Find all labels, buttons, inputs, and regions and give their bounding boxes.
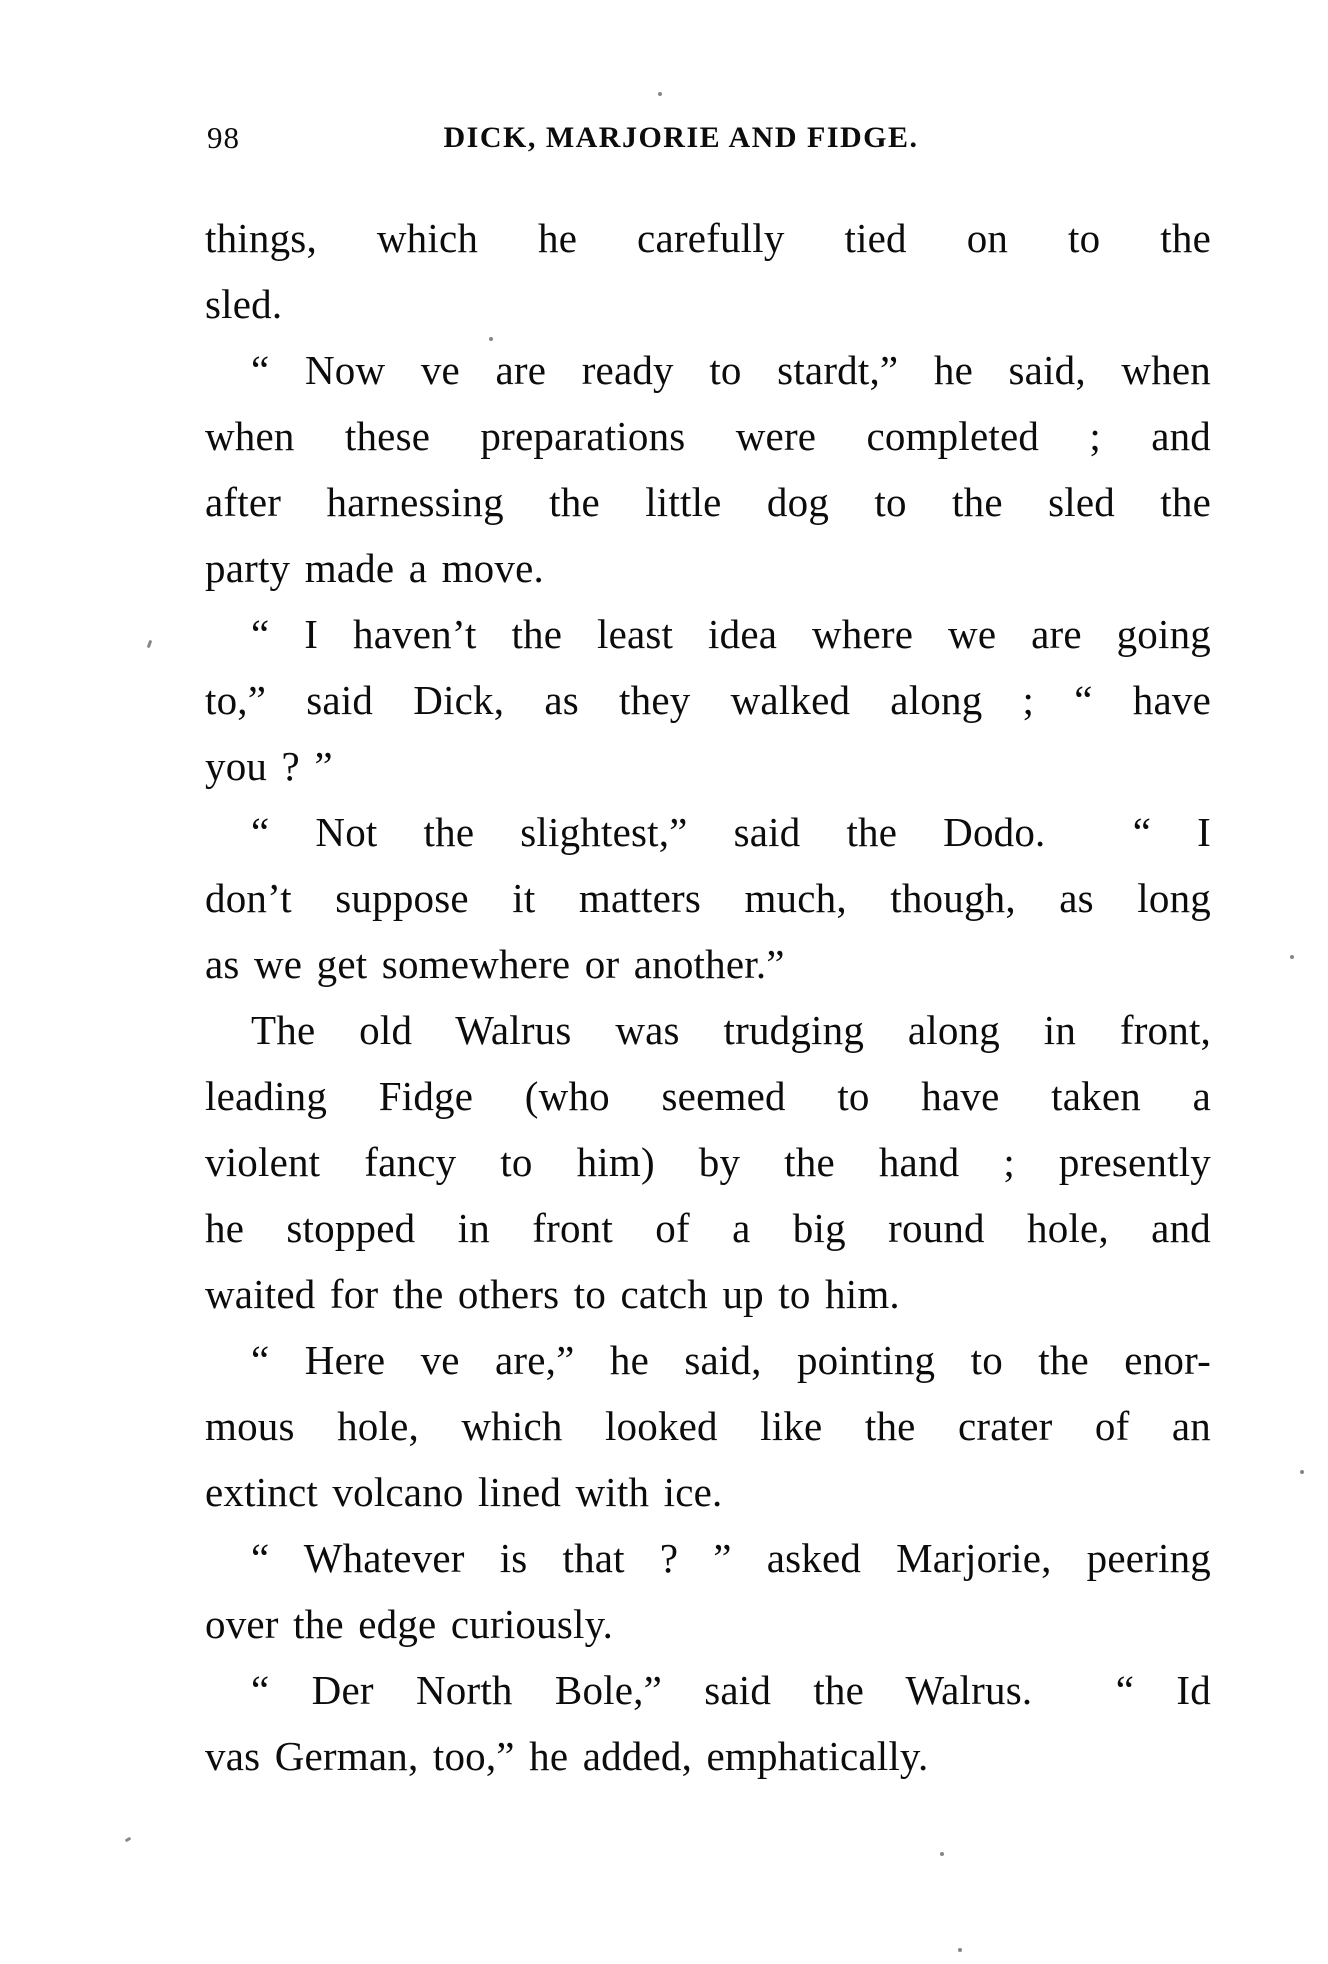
text-line: “ Now ve are ready to stardt,” he said, when xyxy=(251,347,1211,393)
text-line: he stopped in front of a big round hole, and xyxy=(205,1205,1211,1251)
scan-speck xyxy=(147,640,153,649)
running-title: DICK, MARJORIE AND FIDGE. xyxy=(443,121,919,154)
text-line: as we get somewhere or another.” xyxy=(205,941,785,987)
scan-speck xyxy=(1300,1470,1304,1474)
text-line: sled. xyxy=(205,281,283,327)
body-text xyxy=(205,205,1211,1789)
text-line: “ Whatever is that ? ” asked Marjorie, peering xyxy=(251,1535,1211,1581)
text-line: after harnessing the little dog to the sled the xyxy=(205,479,1211,525)
text-line: extinct volcano lined with ice. xyxy=(205,1469,723,1515)
scan-speck xyxy=(658,92,662,96)
text-line: when these preparations were completed ; and xyxy=(205,413,1211,459)
text-line: you ? ” xyxy=(205,743,333,789)
scan-speck xyxy=(125,1837,132,1843)
text-line: “ Der North Bole,” said the Walrus. “ Id xyxy=(251,1667,1211,1713)
text-line: over the edge curiously. xyxy=(205,1601,614,1647)
text-line: waited for the others to catch up to him. xyxy=(205,1271,900,1317)
text-line: don’t suppose it matters much, though, as long xyxy=(205,875,1211,921)
text-line: things, which he carefully tied on to the xyxy=(205,215,1211,261)
page-number: 98 xyxy=(207,120,240,155)
scan-speck xyxy=(940,1852,944,1856)
text-line: to,” said Dick, as they walked along ; “ have xyxy=(205,677,1211,723)
scan-speck xyxy=(489,337,493,341)
scan-speck xyxy=(958,1948,962,1952)
text-line: The old Walrus was trudging along in front, xyxy=(251,1007,1211,1053)
text-line: violent fancy to him) by the hand ; presently xyxy=(205,1139,1211,1185)
text-line: “ Not the slightest,” said the Dodo. “ I xyxy=(251,809,1211,855)
text-line: “ Here ve are,” he said, pointing to the enor- xyxy=(251,1337,1211,1383)
text-line: party made a move. xyxy=(205,545,544,591)
text-line: “ I haven’t the least idea where we are going xyxy=(251,611,1211,657)
text-line: mous hole, which looked like the crater of an xyxy=(205,1403,1211,1449)
text-line: leading Fidge (who seemed to have taken a xyxy=(205,1073,1211,1119)
scan-speck xyxy=(1290,955,1294,959)
text-line: vas German, too,” he added, emphatically. xyxy=(205,1733,929,1779)
page-header xyxy=(205,116,1211,160)
